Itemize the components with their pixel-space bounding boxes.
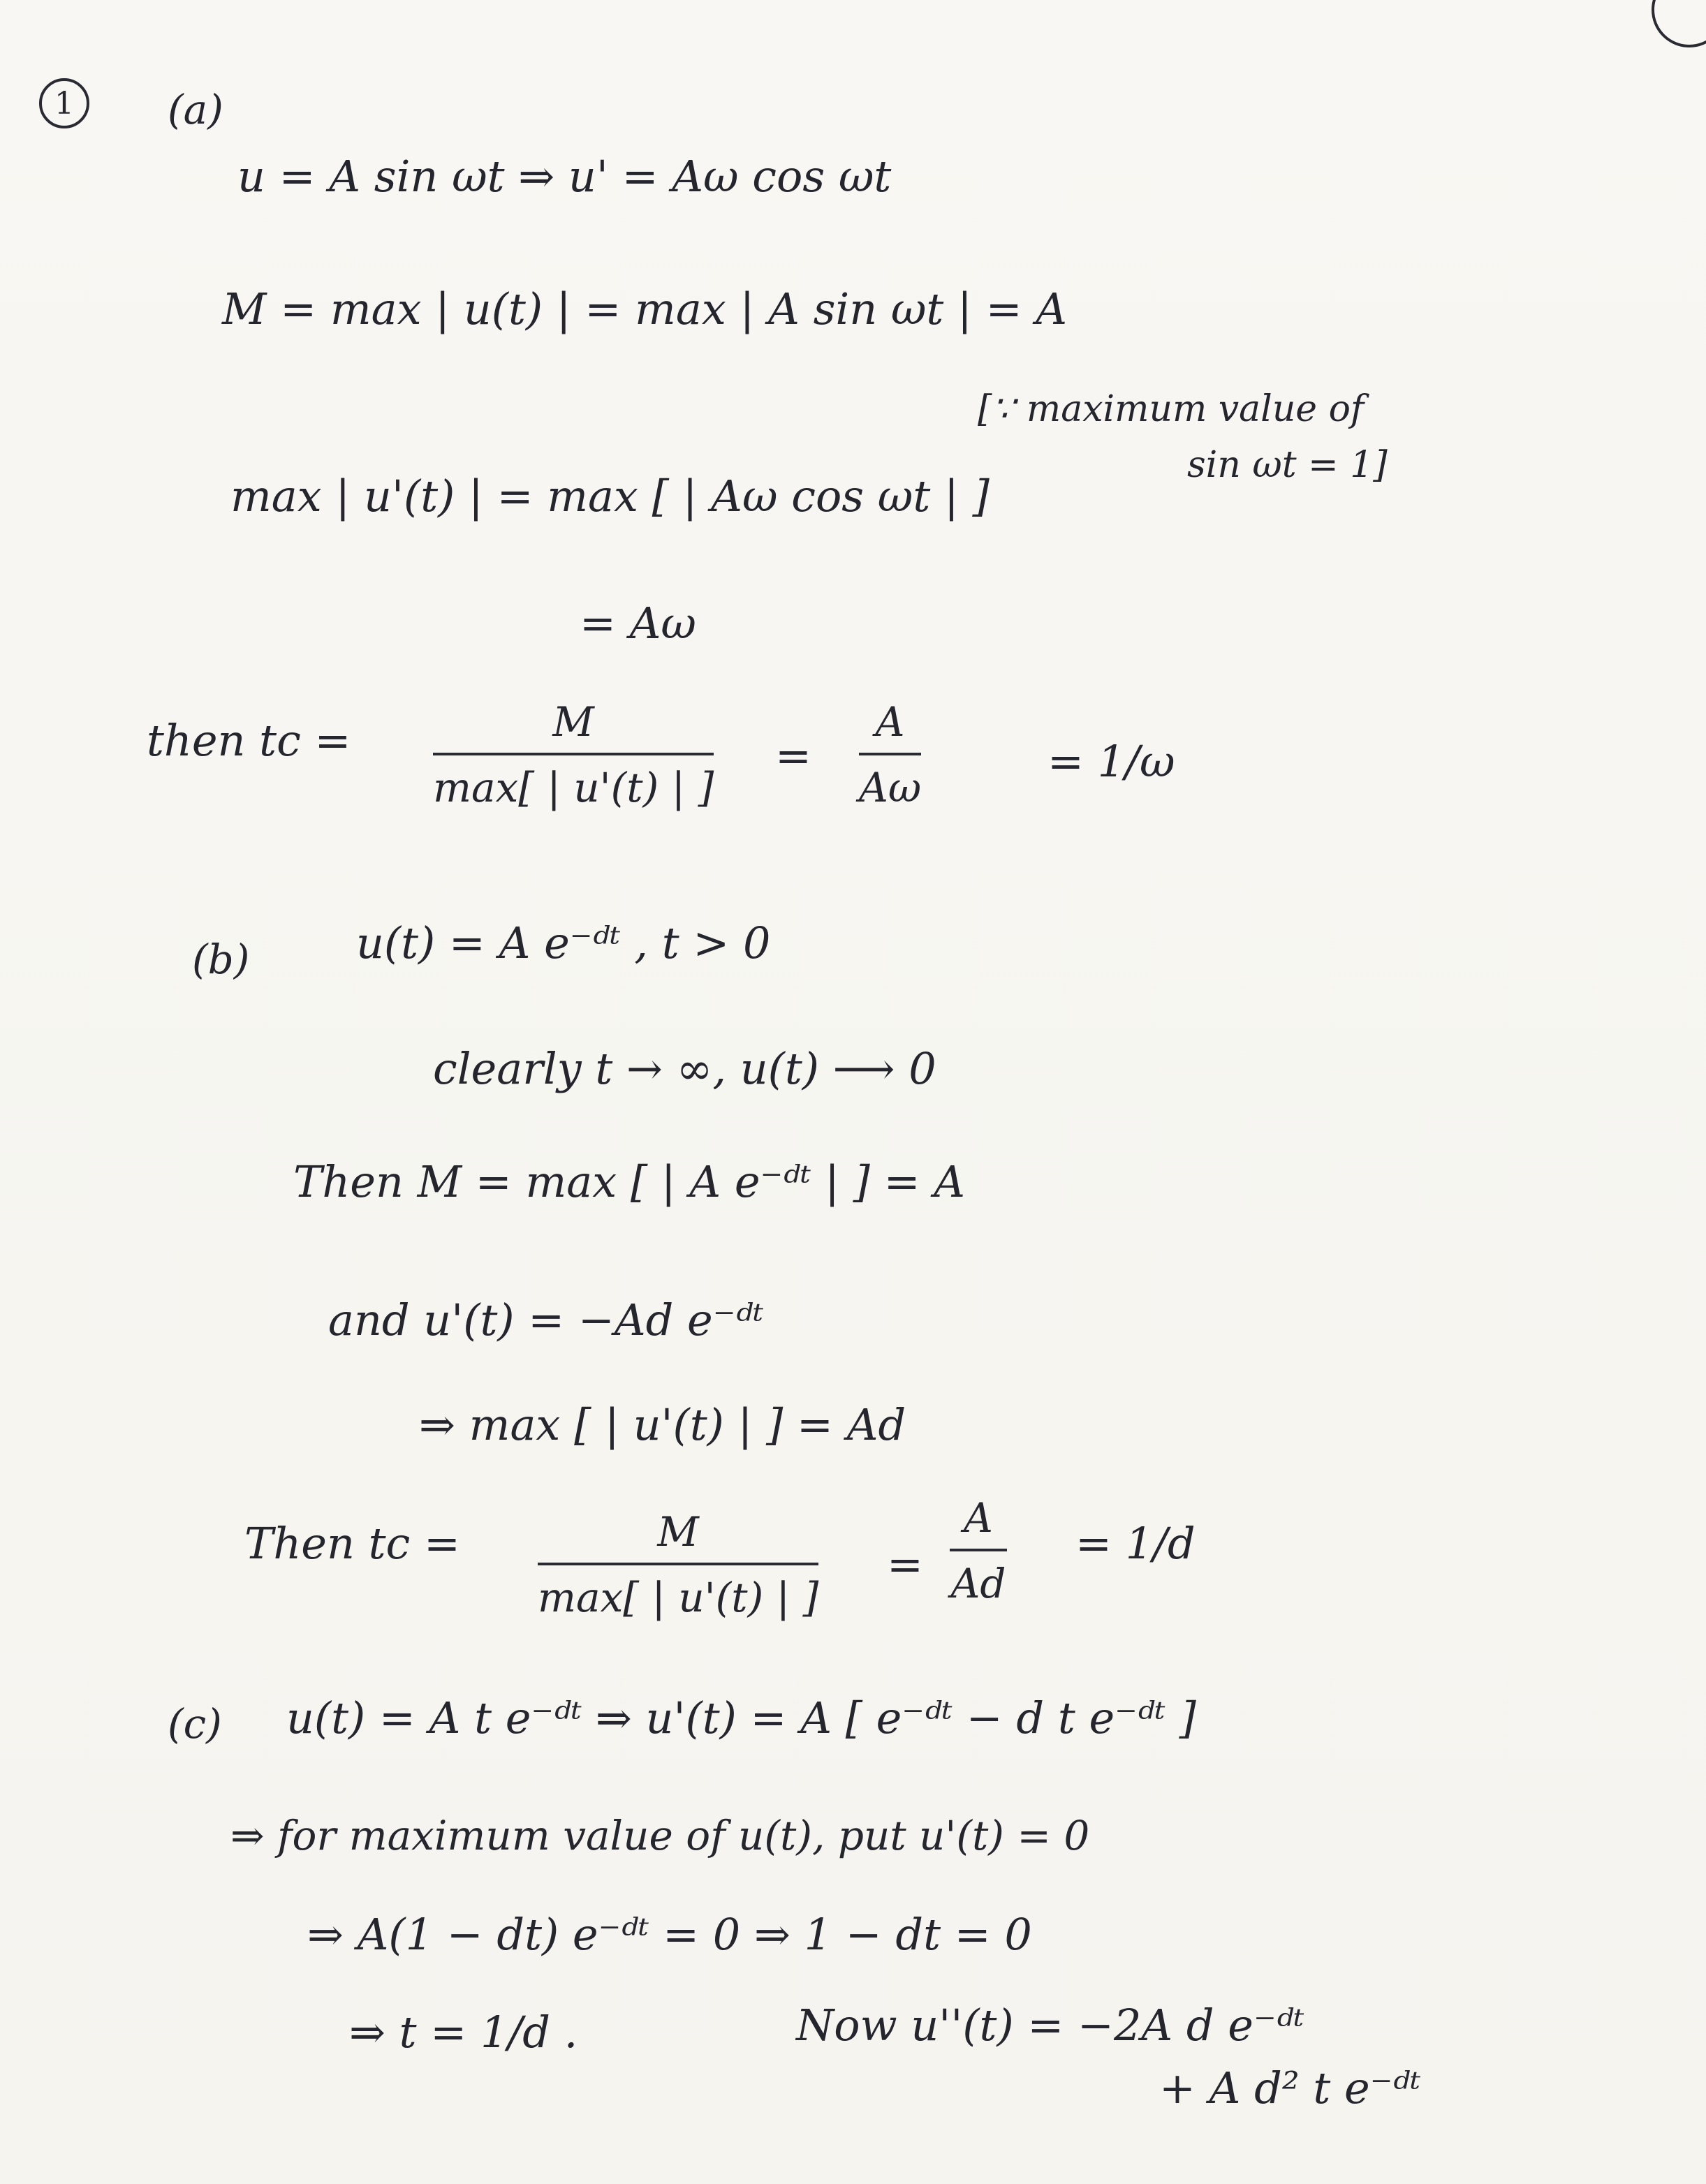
- part-a-result: = 1/ω: [1047, 736, 1175, 787]
- problem-number: 1: [54, 85, 74, 121]
- part-b-fraction-2: [950, 1494, 1007, 1607]
- part-b-then-label: Then tc =: [244, 1518, 460, 1569]
- part-a-note-line-2: sin ωt = 1]: [1187, 444, 1388, 486]
- part-c-line-5b: + A d² t e⁻ᵈᵗ: [1159, 2063, 1421, 2113]
- part-a-then-label: then tc =: [147, 715, 351, 766]
- part-a-fraction-2: [859, 698, 921, 811]
- part-c-line-5a: Now u''(t) = −2A d e⁻ᵈᵗ: [796, 2000, 1304, 2051]
- part-b-line-5: ⇒ max [ | u'(t) | ] = Ad: [419, 1399, 906, 1450]
- part-a-fraction-1: [433, 698, 714, 811]
- corner-page-number-circle: [1652, 0, 1706, 47]
- part-c-line-3: ⇒ A(1 − dt) e⁻ᵈᵗ = 0 ⇒ 1 − dt = 0: [307, 1909, 1032, 1960]
- part-b-frac1-numerator: M: [657, 1508, 699, 1556]
- part-a-note-line-1: [∵ maximum value of: [978, 388, 1365, 430]
- part-b-line-3: Then M = max [ | A e⁻ᵈᵗ | ] = A: [293, 1156, 965, 1207]
- part-a-label: (a): [168, 86, 223, 133]
- part-a-frac1-denominator: max[ | u'(t) | ]: [433, 764, 714, 811]
- part-b-line-1: u(t) = A e⁻ᵈᵗ , t > 0: [356, 917, 771, 968]
- part-a-frac2-denominator: Aω: [859, 764, 922, 811]
- part-a-frac2-numerator: A: [875, 698, 905, 746]
- part-a-line-4: = Aω: [580, 598, 696, 649]
- part-c-label: (c): [168, 1700, 222, 1748]
- part-b-frac2-numerator: A: [964, 1494, 993, 1542]
- part-a-line-2: M = max | u(t) | = max | A sin ωt | = A: [222, 283, 1068, 334]
- part-c-line-4: ⇒ t = 1/d .: [349, 2007, 578, 2058]
- part-b-frac1-denominator: max[ | u'(t) | ]: [538, 1574, 819, 1621]
- part-a-line-3: max | u'(t) | = max [ | Aω cos ωt | ]: [230, 471, 990, 522]
- part-b-frac2-denominator: Ad: [950, 1560, 1006, 1607]
- part-b-line-4: and u'(t) = −Ad e⁻ᵈᵗ: [328, 1294, 764, 1345]
- problem-number-circle: [39, 78, 89, 128]
- part-b-result: = 1/d: [1075, 1518, 1196, 1569]
- part-a-line-1: u = A sin ωt ⇒ u' = Aω cos ωt: [237, 151, 892, 202]
- part-b-equals: =: [887, 1539, 923, 1590]
- part-b-label: (b): [192, 936, 250, 983]
- part-b-line-2: clearly t → ∞, u(t) ⟶ 0: [433, 1043, 936, 1094]
- part-c-line-2: ⇒ for maximum value of u(t), put u'(t) = 0: [230, 1812, 1090, 1859]
- part-b-fraction-1: [538, 1508, 818, 1621]
- part-a-equals: =: [775, 730, 811, 781]
- part-a-frac1-numerator: M: [552, 698, 594, 746]
- part-c-line-1: u(t) = A t e⁻ᵈᵗ ⇒ u'(t) = A [ e⁻ᵈᵗ − d t e⁻ᵈᵗ ]: [286, 1692, 1196, 1743]
